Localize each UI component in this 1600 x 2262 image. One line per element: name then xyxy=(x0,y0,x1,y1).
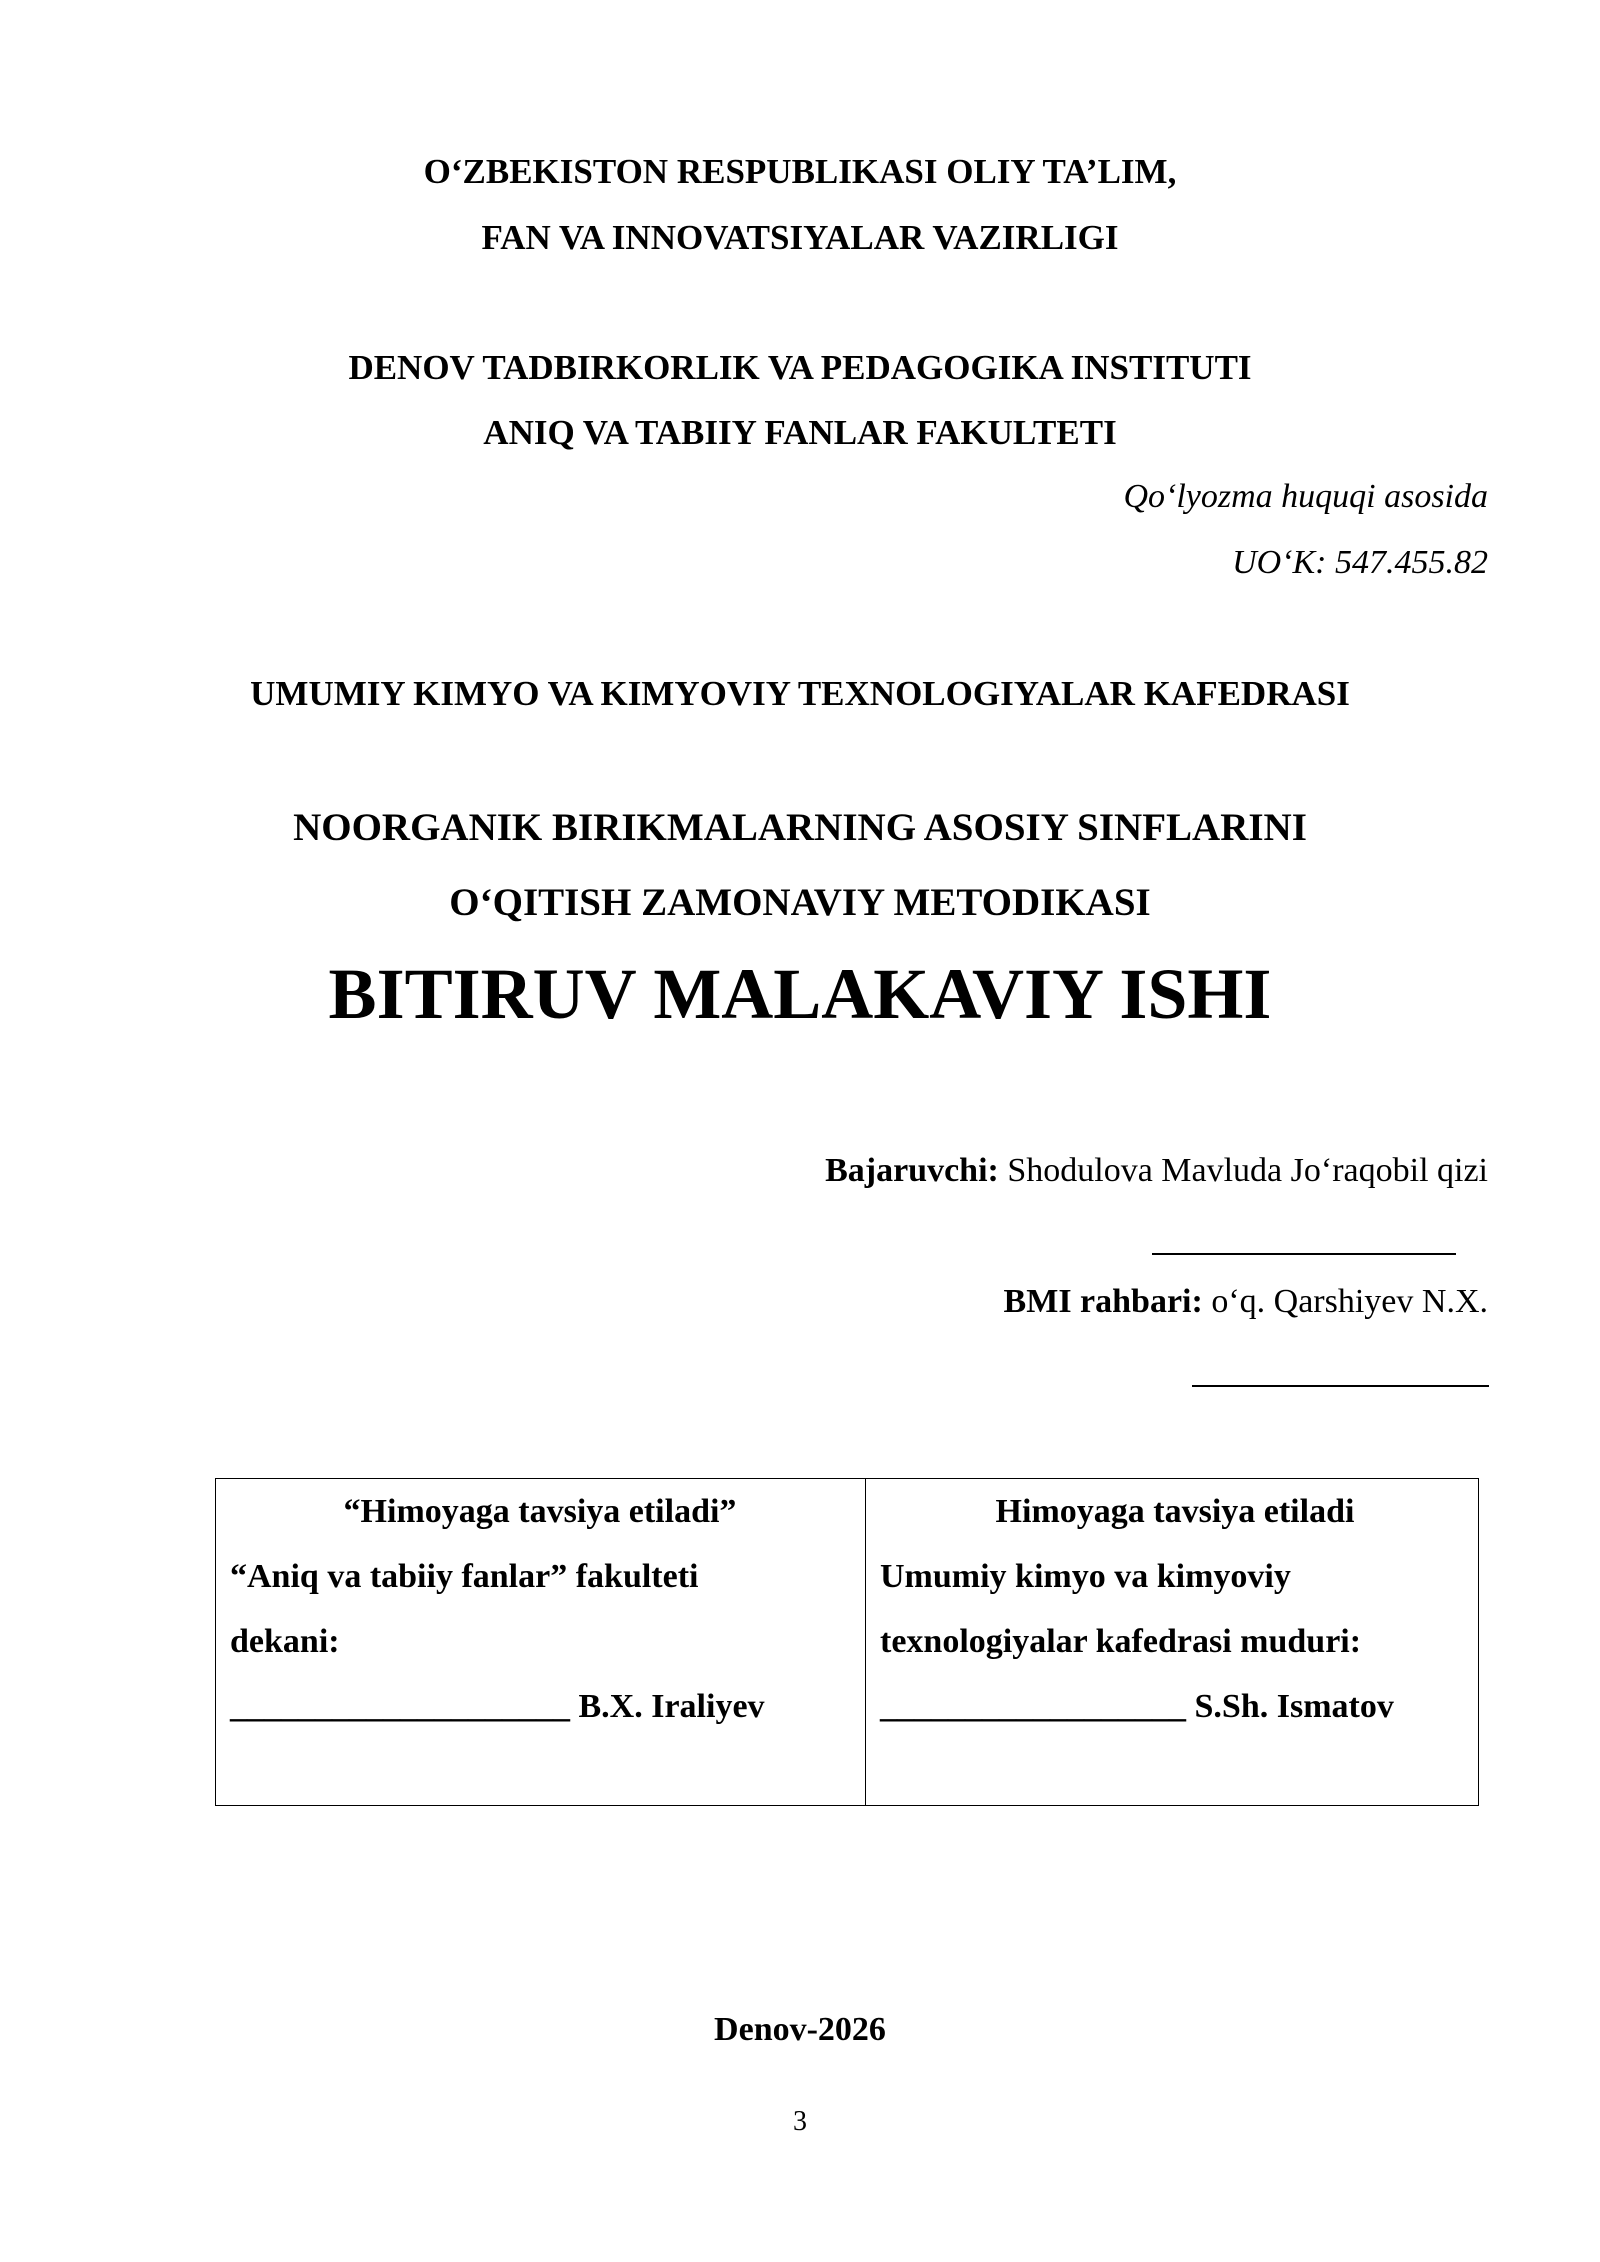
thesis-topic-line-2: O‘QITISH ZAMONAVIY METODIKASI xyxy=(449,881,1151,924)
author-name: Shodulova Mavluda Jo‘raqobil qizi xyxy=(1007,1152,1488,1189)
dean-name: B.X. Iraliyev xyxy=(578,1688,765,1725)
head-name: S.Sh. Ismatov xyxy=(1194,1688,1394,1725)
department-name: UMUMIY KIMYO VA KIMYOVIY TEXNOLOGIYALAR KAFEDRASI xyxy=(250,674,1350,713)
ministry-line-1: O‘ZBEKISTON RESPUBLIKASI OLIY TA’LIM, xyxy=(423,152,1177,191)
approval-table xyxy=(215,1478,1479,1806)
page-number: 3 xyxy=(793,2106,807,2137)
document-title: BITIRUV MALAKAVIY ISHI xyxy=(328,954,1272,1034)
head-signature-blank: __________________ xyxy=(880,1688,1186,1725)
institute-name: DENOV TADBIRKORLIK VA PEDAGOGIKA INSTITUTI xyxy=(348,348,1252,387)
author-label: Bajaruvchi: xyxy=(825,1152,999,1189)
dean-signature-blank: ____________________ xyxy=(230,1688,570,1725)
manuscript-note: Qo‘lyozma huquqi asosida xyxy=(1123,478,1488,515)
head-approval-heading: Himoyaga tavsiya etiladi xyxy=(995,1493,1355,1530)
faculty-name: ANIQ VA TABIIY FANLAR FAKULTETI xyxy=(483,413,1117,452)
thesis-topic-line-1: NOORGANIK BIRIKMALARNING ASOSIY SINFLARINI xyxy=(293,806,1307,849)
dean-approval-cell xyxy=(230,1479,850,1739)
supervisor-label: BMI rahbari: xyxy=(1003,1283,1203,1320)
supervisor-signature-line xyxy=(1192,1385,1489,1387)
dean-approval-heading: “Himoyaga tavsiya etiladi” xyxy=(343,1493,737,1530)
dean-faculty-line: “Aniq va tabiiy fanlar” fakulteti xyxy=(230,1558,699,1595)
table-column-divider xyxy=(865,1479,866,1805)
head-department-line-1: Umumiy kimyo va kimyoviy xyxy=(880,1558,1291,1595)
supervisor-line xyxy=(1004,1283,1488,1321)
dean-title-line: dekani: xyxy=(230,1623,340,1660)
supervisor-name: o‘q. Qarshiyev N.X. xyxy=(1211,1283,1488,1320)
dean-signature-line xyxy=(230,1674,850,1739)
head-approval-cell xyxy=(880,1479,1470,1739)
author-line xyxy=(825,1152,1488,1190)
author-signature-line xyxy=(1152,1253,1456,1255)
ministry-line-2: FAN VA INNOVATSIYALAR VAZIRLIGI xyxy=(481,218,1119,257)
udc-code: UO‘K: 547.455.82 xyxy=(1232,544,1488,581)
head-department-line-2: texnologiyalar kafedrasi muduri: xyxy=(880,1623,1362,1660)
head-signature-line xyxy=(880,1674,1470,1739)
place-year: Denov-2026 xyxy=(714,2011,886,2048)
